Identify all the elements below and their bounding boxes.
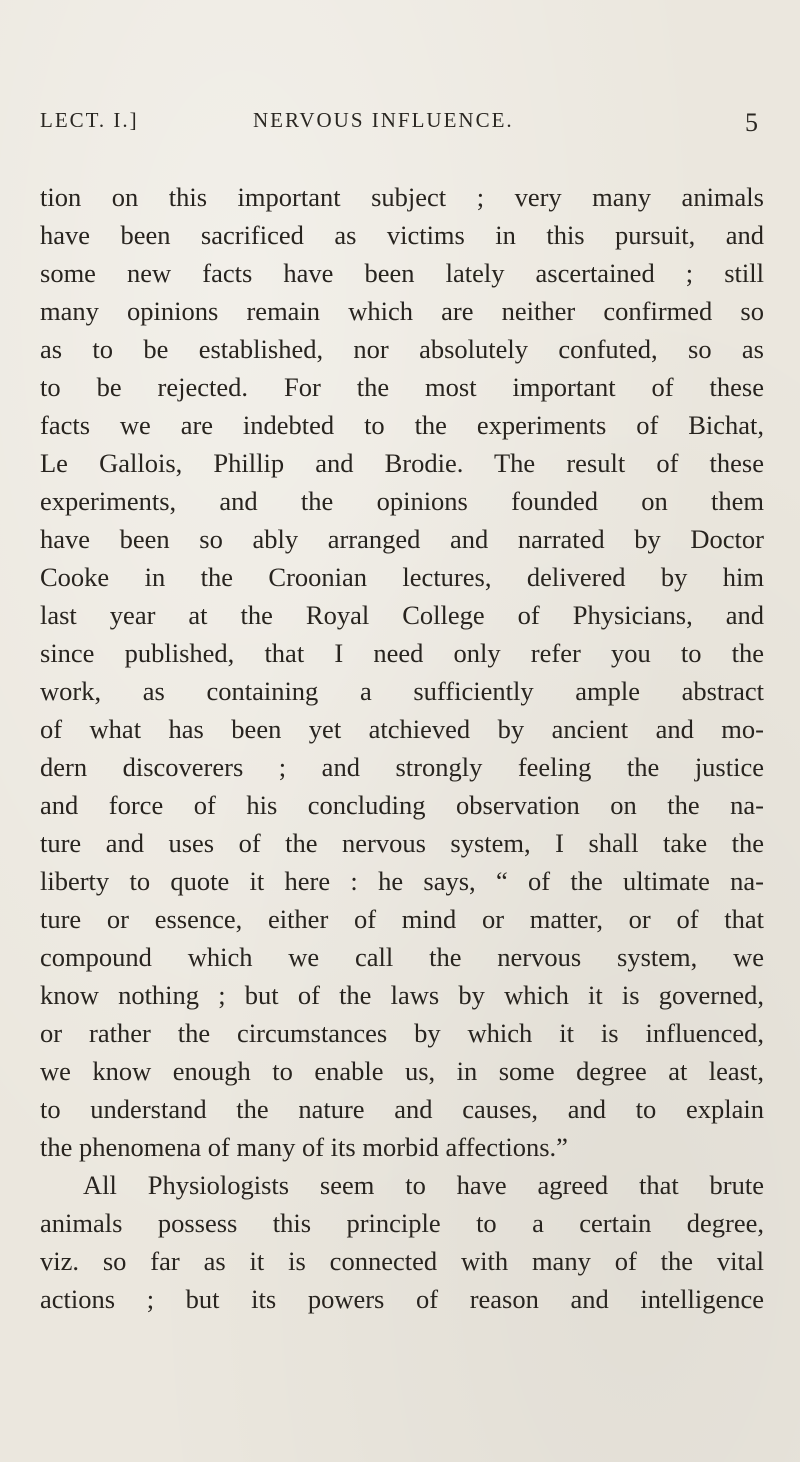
body-text [40,178,764,1318]
paragraph-start-line: All Physiologists seem to have agreed that brute [83,1170,764,1200]
text-line: compound which we call the nervous system, we [40,942,764,972]
text-line: to understand the nature and causes, and to explain [40,1094,764,1124]
chapter-title: NERVOUS INFLUENCE. [253,108,514,132]
lecture-reference: LECT. I.] [40,108,139,132]
text-line: have been sacrificed as victims in this pursuit, and [40,220,764,250]
text-line: or rather the circumstances by which it is influenced, [40,1018,764,1048]
running-head [40,108,760,140]
text-line: some new facts have been lately ascertained ; still [40,258,764,288]
text-line: dern discoverers ; and strongly feeling the justice [40,752,764,782]
text-line: since published, that I need only refer you to the [40,638,764,668]
text-line: facts we are indebted to the experiments of Bichat, [40,410,764,440]
text-line: as to be established, nor absolutely confuted, so as [40,334,764,364]
text-line: and force of his concluding observation on the na- [40,790,764,820]
text-line: to be rejected. For the most important of these [40,372,764,402]
text-line: experiments, and the opinions founded on them [40,486,764,516]
text-line: know nothing ; but of the laws by which it is governed, [40,980,764,1010]
text-line: many opinions remain which are neither confirmed so [40,296,764,326]
text-line: viz. so far as it is connected with many of the vital [40,1246,764,1276]
text-line: actions ; but its powers of reason and intelligence [40,1284,764,1314]
text-line: we know enough to enable us, in some degree at least, [40,1056,764,1086]
page-number: 5 [745,108,760,137]
text-line: have been so ably arranged and narrated by Doctor [40,524,764,554]
text-line: of what has been yet atchieved by ancient and mo- [40,714,764,744]
text-line: work, as containing a sufficiently ample abstract [40,676,764,706]
text-line: tion on this important subject ; very many animals [40,182,764,212]
text-line: last year at the Royal College of Physicians, and [40,600,764,630]
text-line: liberty to quote it here : he says, “ of the ultimate na- [40,866,764,896]
text-line: the phenomena of many of its morbid affections.” [40,1132,568,1162]
text-line: Cooke in the Croonian lectures, delivered by him [40,562,764,592]
text-line: ture and uses of the nervous system, I shall take the [40,828,764,858]
text-line: ture or essence, either of mind or matter, or of that [40,904,764,934]
text-line: animals possess this principle to a certain degree, [40,1208,764,1238]
text-line: Le Gallois, Phillip and Brodie. The result of these [40,448,764,478]
